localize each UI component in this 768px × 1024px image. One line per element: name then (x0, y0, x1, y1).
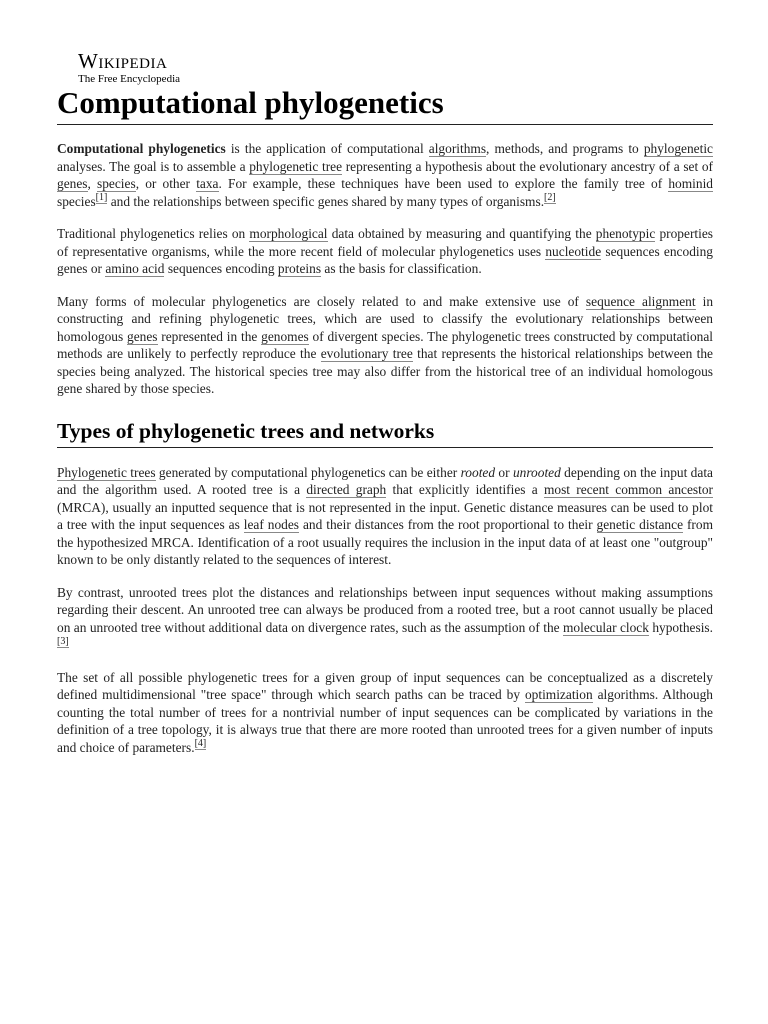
text-run: (MRCA), usually an inputted sequence that is not represented in the input. Genetic distance measures can be used to plot a tree with the input sequences as (57, 499, 713, 532)
paragraph (57, 584, 713, 654)
site-header (78, 50, 180, 86)
wiki-link[interactable]: phylogenetic (643, 141, 713, 156)
citation-link[interactable]: [2] (544, 192, 556, 204)
paragraph (57, 225, 713, 278)
citation-ref[interactable] (96, 192, 108, 204)
text-run: , (87, 176, 98, 191)
wiki-link[interactable]: algorithms (428, 141, 487, 156)
text-run: depending on the input data and the algorithm used. A rooted tree is a (57, 464, 713, 497)
citation-ref[interactable] (544, 192, 556, 204)
text-run: represented in the (157, 328, 262, 344)
text-run: that explicitly identifies a (386, 482, 544, 497)
text-run: and the relationships between specific genes shared by many types of organisms. (107, 193, 545, 209)
wiki-link[interactable]: genes (57, 176, 88, 191)
article-content (57, 84, 713, 771)
citation-link[interactable]: [1] (95, 192, 108, 204)
text-run: algorithms. Although counting the total number of trees for a nontrivial number of input sequences can be complicated by variations in the definition of a tree topology, it is always true that there are more rooted than unrooted trees for a given number of inputs and choice of parameters. (57, 687, 713, 755)
wiki-link[interactable]: nucleotide (545, 243, 602, 259)
text-run: of divergent species. The phylogenetic trees constructed by computational methods are unlikely to perfectly reproduce the (57, 328, 714, 361)
text-run: analyses. The goal is to assemble a (57, 158, 250, 174)
italic-term: unrooted (512, 464, 561, 480)
text-run: as the basis for classification. (321, 261, 482, 276)
text-run: The set of all possible phylogenetic trees for a given group of input sequences can be conceptualized as a discretely defined multidimensional "tree space" through which search paths can be traced by (57, 669, 713, 702)
text-run: that represents the historical relationships between the species being analyzed. The historical species tree may also differ from the historical tree of an individual homologous gene shared by those species. (57, 346, 714, 396)
citation-link[interactable]: [4] (194, 738, 207, 750)
wiki-link[interactable]: hominid (668, 176, 713, 191)
text-run: species (57, 193, 96, 209)
text-run: properties of representative organisms, while the more recent field of molecular phylogenetics uses (57, 226, 713, 259)
wiki-link[interactable]: genes (127, 328, 158, 344)
text-run: . For example, these techniques have been used to explore the family tree of (218, 176, 669, 191)
wiki-link[interactable]: Phylogenetic trees (57, 464, 156, 480)
text-run: Traditional phylogenetics relies on (57, 226, 250, 241)
text-run: Many forms of molecular phylogenetics are closely related to and make extensive use of (57, 293, 586, 309)
text-run: in constructing and refining phylogenetic trees, which are used to classify the evolutionary relationships between homologous (57, 293, 714, 344)
citation-ref[interactable] (195, 738, 207, 750)
section-heading: Types of phylogenetic trees and networks (57, 417, 713, 448)
wiki-link[interactable]: directed graph (306, 482, 387, 497)
wiki-link[interactable]: taxa (196, 176, 219, 191)
wikipedia-wordmark[interactable]: Wikipedia (78, 49, 168, 73)
wiki-link[interactable]: molecular clock (563, 619, 649, 635)
text-run: sequences encoding (164, 261, 278, 276)
citation-ref[interactable] (57, 636, 69, 648)
page-title: Computational phylogenetics (57, 84, 713, 125)
paragraph (57, 293, 713, 398)
text-run: sequences encoding genes or (57, 243, 713, 276)
citation-link[interactable]: [3] (57, 635, 69, 647)
text-run: or (495, 464, 513, 480)
text-run: is the application of computational (225, 141, 429, 156)
italic-term: rooted (460, 464, 496, 480)
site-tagline: The Free Encyclopedia (78, 73, 181, 85)
paragraph (57, 669, 713, 757)
text-run: data obtained by measuring and quantifying the (327, 226, 596, 241)
wiki-link[interactable]: sequence alignment (585, 293, 696, 309)
text-run: hypothesis. (648, 619, 713, 635)
paragraph (57, 140, 713, 210)
wiki-link[interactable]: most recent common ancestor (543, 482, 713, 497)
wiki-link[interactable]: optimization (524, 687, 593, 702)
wiki-link[interactable]: amino acid (105, 261, 165, 276)
paragraph (57, 464, 713, 569)
wiki-link[interactable]: leaf nodes (243, 517, 300, 532)
wiki-link[interactable]: proteins (277, 261, 322, 276)
wiki-link[interactable]: genomes (261, 328, 309, 344)
text-run: from the hypothesized MRCA. Identification of a root usually requires the inclusion in the input data of at least one "outgroup" known to be only distantly related to the sequences of interest. (57, 517, 713, 567)
wiki-link[interactable]: phenotypic (595, 226, 656, 241)
bold-term: Computational phylogenetics (57, 141, 226, 156)
wiki-link[interactable]: species (97, 176, 136, 191)
wiki-link[interactable]: phylogenetic tree (249, 158, 343, 174)
text-run: , methods, and programs to (486, 141, 644, 156)
text-run: , or other (135, 176, 197, 191)
wiki-link[interactable]: genetic distance (596, 517, 684, 532)
wiki-link[interactable]: morphological (249, 226, 328, 241)
wiki-link[interactable]: evolutionary tree (320, 346, 413, 361)
text-run: generated by computational phylogenetics can be either (155, 464, 461, 480)
text-run: By contrast, unrooted trees plot the distances and relationships between input sequences without making assumptions regarding their descent. An unrooted tree can always be produced from a rooted tree, but a root cannot usually be placed on an unrooted tree without additional data on divergence rates, such as the assumption of the (57, 584, 713, 635)
text-run: and their distances from the root proportional to their (299, 517, 597, 532)
text-run: representing a hypothesis about the evolutionary ancestry of a set of (342, 158, 714, 174)
